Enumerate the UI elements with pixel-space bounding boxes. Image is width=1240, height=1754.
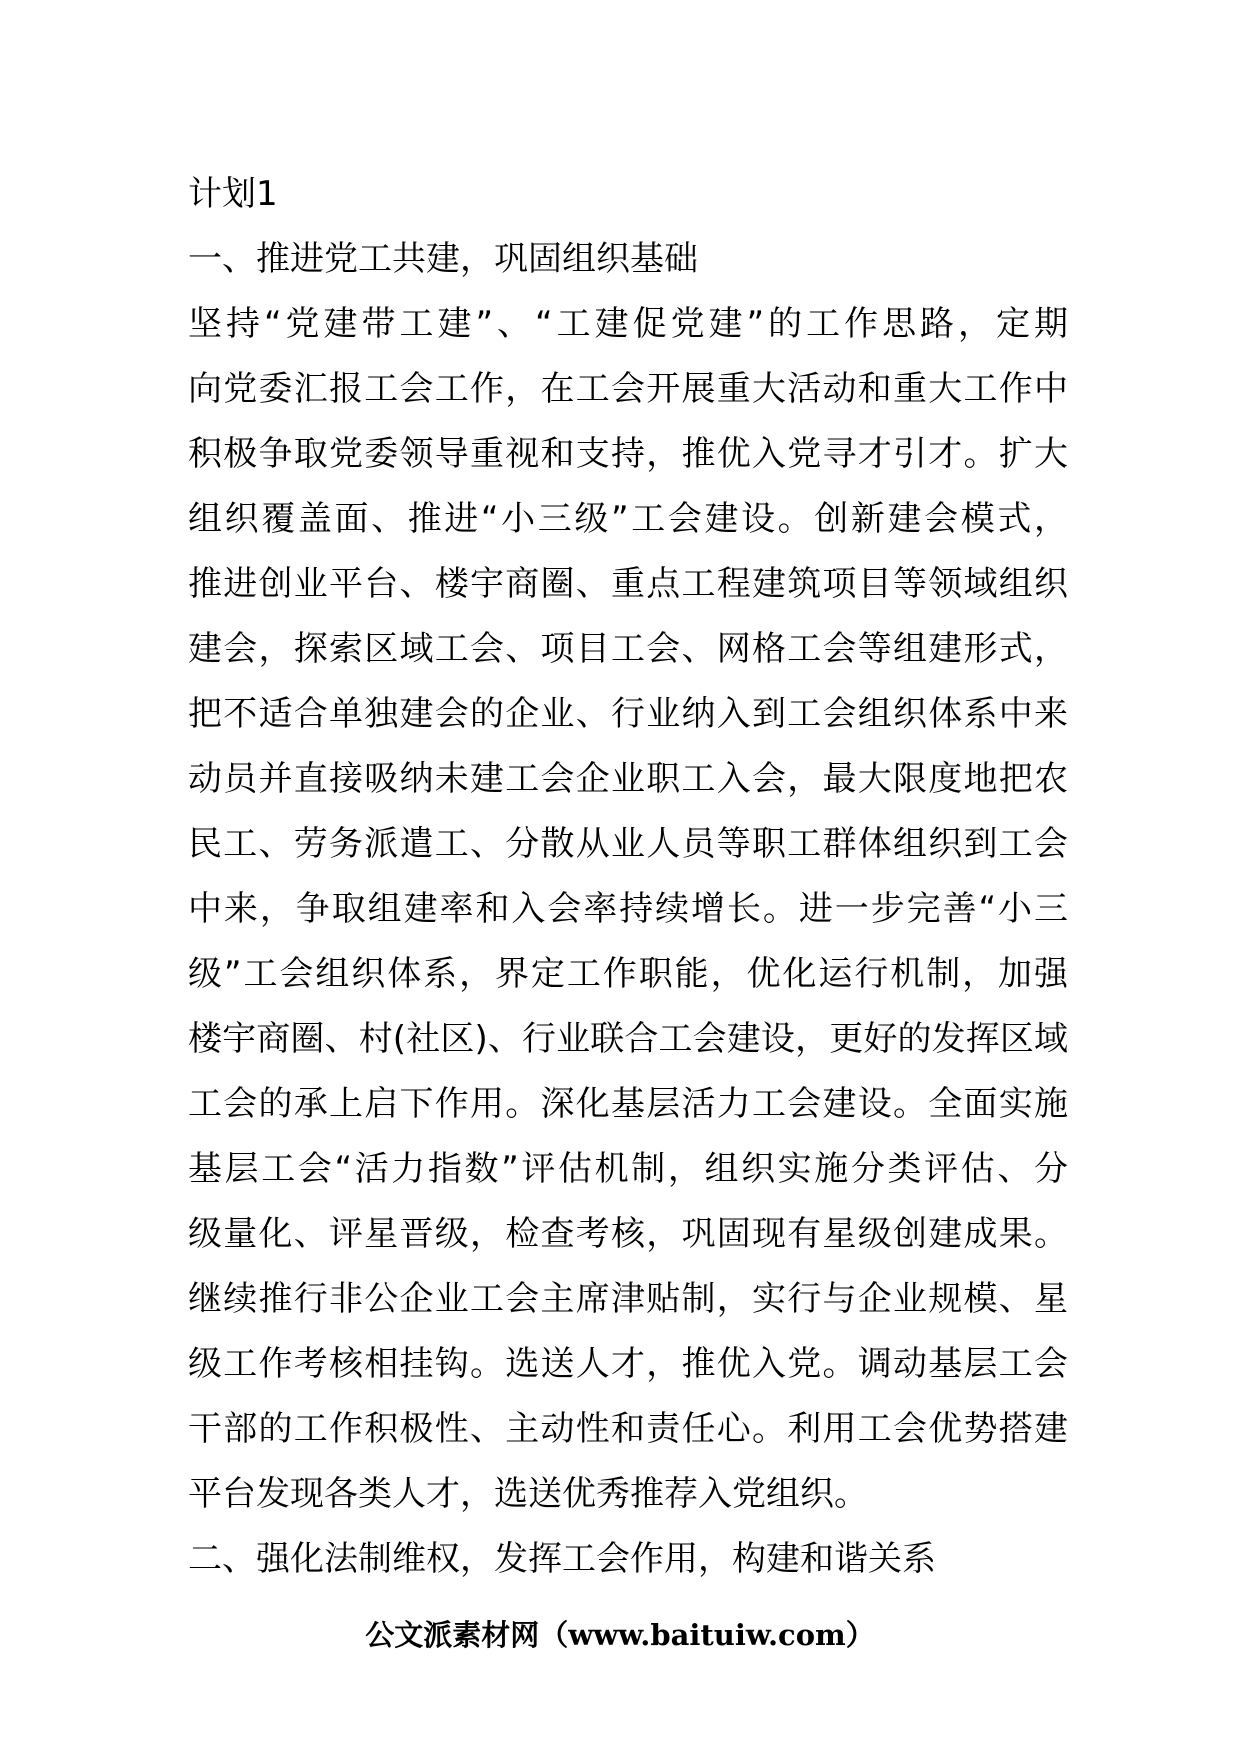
paragraph-line: 把不适合单独建会的企业、行业纳入到工会组织体系中来 (188, 694, 1068, 734)
footer-watermark: 公文派素材网（www.baituiw.com） (365, 1618, 875, 1652)
paragraph-line: 向党委汇报工会工作，在工会开展重大活动和重大工作中 (188, 369, 1068, 409)
paragraph-line: 级”工会组织体系，界定工作职能，优化运行机制，加强 (188, 954, 1068, 994)
paragraph-line: 楼宇商圈、村(社区)、行业联合工会建设，更好的发挥区域 (188, 1019, 1068, 1059)
paragraph-line: 级工作考核相挂钩。选送人才，推优入党。调动基层工会 (188, 1344, 1068, 1384)
paragraph-line: 推进创业平台、楼宇商圈、重点工程建筑项目等领域组织 (188, 564, 1068, 604)
paragraph-line: 民工、劳务派遣工、分散从业人员等职工群体组织到工会 (188, 824, 1068, 864)
section-heading-1: 一、推进党工共建，巩固组织基础 (188, 239, 698, 279)
paragraph-last-line: 平台发现各类人才，选送优秀推荐入党组织。 (188, 1474, 868, 1514)
paragraph-line: 坚持“党建带工建”、“工建促党建”的工作思路，定期 (188, 304, 1068, 344)
paragraph-line: 组织覆盖面、推进“小三级”工会建设。创新建会模式， (188, 499, 1068, 539)
paragraph-line: 动员并直接吸纳未建工会企业职工入会，最大限度地把农 (188, 759, 1068, 799)
section-heading-2: 二、强化法制维权，发挥工会作用，构建和谐关系 (188, 1539, 936, 1579)
paragraph-line: 级量化、评星晋级，检查考核，巩固现有星级创建成果。 (188, 1214, 1068, 1254)
paragraph-line: 中来，争取组建率和入会率持续增长。进一步完善“小三 (188, 889, 1068, 929)
paragraph-line: 基层工会“活力指数”评估机制，组织实施分类评估、分 (188, 1149, 1068, 1189)
paragraph-line: 建会，探索区域工会、项目工会、网格工会等组建形式， (188, 629, 1068, 669)
document-title: 计划1 (188, 174, 278, 214)
paragraph-line: 干部的工作积极性、主动性和责任心。利用工会优势搭建 (188, 1409, 1068, 1449)
paragraph-line: 积极争取党委领导重视和支持，推优入党寻才引才。扩大 (188, 434, 1068, 474)
paragraph-line: 继续推行非公企业工会主席津贴制，实行与企业规模、星 (188, 1279, 1068, 1319)
document-body (188, 162, 1068, 1592)
paragraph-line: 工会的承上启下作用。深化基层活力工会建设。全面实施 (188, 1084, 1068, 1124)
